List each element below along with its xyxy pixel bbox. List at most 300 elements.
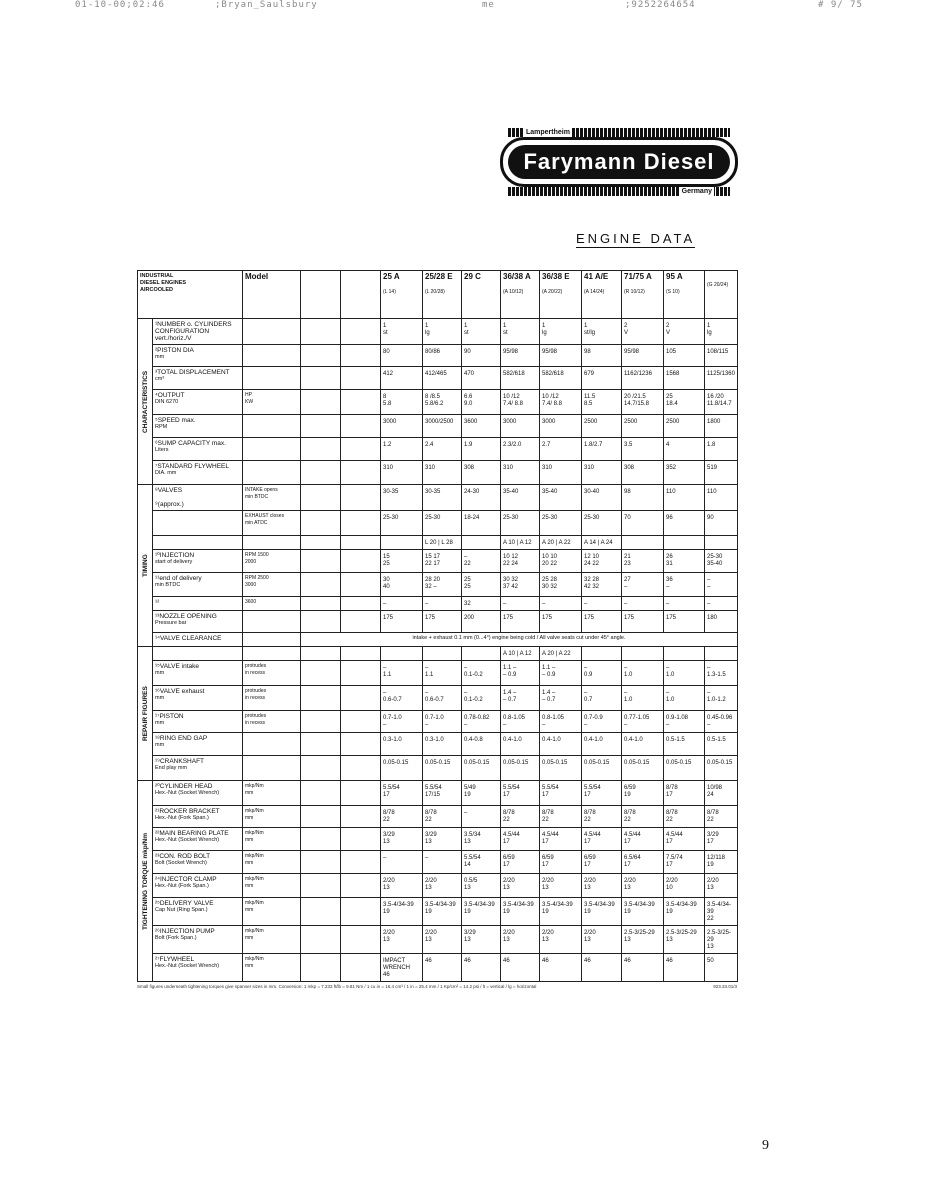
value-cell: 2/20 10	[664, 874, 705, 898]
blank-cell	[301, 550, 341, 573]
value-cell: 4.5/44 17	[501, 828, 540, 851]
model-subtype: (A 14/24)	[584, 289, 605, 295]
value-cell: 2.4	[423, 438, 462, 461]
value-cell: 35-40	[540, 485, 582, 511]
value-cell: 6.5/64 17	[622, 851, 664, 874]
table-row	[138, 633, 738, 647]
document-code: 923.33.01/3	[713, 984, 737, 989]
row-label	[153, 954, 243, 982]
value-cell: 6.6 9.0	[462, 390, 501, 415]
blank-cell	[301, 345, 341, 367]
value-cell: 10 10 20 22	[540, 550, 582, 573]
value-cell: 2/20 13	[501, 926, 540, 954]
value-cell: 0.7-1.0 –	[381, 711, 423, 733]
value-cell: 0.05-0.15	[462, 756, 501, 781]
value-cell: 10 12 22 24	[501, 550, 540, 573]
row-label-text: ⁴OUTPUT	[155, 392, 185, 399]
model-subtype: (L 14)	[383, 289, 396, 295]
value-cell: 8/78 22	[582, 806, 622, 828]
value-cell: 0.5/5 13	[462, 874, 501, 898]
row-label-text: ²⁴INJECTOR CLAMP	[155, 876, 217, 883]
value-cell: 3.5-4/34-39 19	[622, 898, 664, 926]
row-label	[153, 733, 243, 756]
row-label-text: ¹⁴VALVE CLEARANCE	[155, 635, 222, 642]
row-label-text: ²PISTON DIA	[155, 347, 194, 354]
value-cell: 6/59 19	[622, 781, 664, 806]
table-row	[138, 319, 738, 345]
fax-phone: ;9252264654	[625, 0, 696, 10]
value-cell: 3/29 13	[381, 828, 423, 851]
table-row	[138, 647, 738, 661]
value-cell: 0.4-1.0	[622, 733, 664, 756]
value-cell: 582/618	[501, 367, 540, 390]
blank-cell	[301, 611, 341, 633]
row-label	[153, 874, 243, 898]
value-cell: 679	[582, 367, 622, 390]
table-row	[138, 781, 738, 806]
blank-cell	[301, 319, 341, 345]
blank-cell	[341, 711, 381, 733]
blank-cell	[301, 438, 341, 461]
row-label	[153, 597, 243, 611]
table-row	[138, 756, 738, 781]
row-label-text: ¹⁸RING END GAP	[155, 735, 208, 742]
value-cell: 3.5	[622, 438, 664, 461]
blank-cell	[341, 550, 381, 573]
row-unit: 3600	[243, 597, 301, 611]
value-cell: 46	[622, 954, 664, 982]
table-row	[138, 390, 738, 415]
table-row	[138, 597, 738, 611]
value-cell: 3/29 13	[423, 828, 462, 851]
row-label	[153, 647, 243, 661]
blank-cell	[301, 733, 341, 756]
value-cell: 0.8-1.05 –	[501, 711, 540, 733]
value-cell: 8/78 22	[705, 806, 738, 828]
row-label-unit: End play mm	[155, 765, 188, 771]
model-name: 41 A/E	[584, 272, 609, 281]
value-cell: 2/20 13	[582, 874, 622, 898]
value-cell: 7.5/74 17	[664, 851, 705, 874]
row-unit	[243, 345, 301, 367]
row-label-unit: Hex.-Nut (Socket Wrench)	[155, 790, 220, 796]
value-cell: 1162/1236	[622, 367, 664, 390]
value-cell: 46	[423, 954, 462, 982]
row-label-text: ³TOTAL DISPLACEMENT	[155, 369, 230, 376]
value-cell: 30 40	[381, 573, 423, 597]
value-cell: 46	[540, 954, 582, 982]
value-cell: 50	[705, 954, 738, 982]
value-cell: 95/98	[540, 345, 582, 367]
table-row	[138, 851, 738, 874]
value-cell: 0.05-0.15	[582, 756, 622, 781]
value-cell: 3/29 13	[462, 926, 501, 954]
value-cell: 25-30	[501, 511, 540, 536]
value-cell: –	[423, 597, 462, 611]
value-cell: 470	[462, 367, 501, 390]
value-cell: 30 32 37 42	[501, 573, 540, 597]
row-label-text: ²⁶INJECTION PUMP	[155, 928, 215, 935]
row-label	[153, 438, 243, 461]
model-name: 95 A	[666, 272, 683, 281]
model-name: 36/38 A	[503, 272, 531, 281]
row-label-unit: Hex.-Nut (Fork Span.)	[155, 815, 209, 821]
blank-cell	[341, 573, 381, 597]
row-label-text: ⁷STANDARD FLYWHEEL	[155, 463, 229, 470]
value-cell: A 20 | A 22	[540, 536, 582, 550]
row-unit: mkp/Nm mm	[243, 954, 301, 982]
table-row	[138, 898, 738, 926]
row-label	[153, 415, 243, 438]
value-cell: 1.1 – – 0.9	[540, 661, 582, 686]
row-label-unit: Hex.-Nut (Socket Wrench)	[155, 837, 220, 843]
model-header	[622, 271, 664, 319]
model-label: Model	[243, 271, 301, 319]
blank-cell	[301, 461, 341, 485]
blank-cell	[341, 611, 381, 633]
value-cell: 96	[664, 511, 705, 536]
value-cell: 108/115	[705, 345, 738, 367]
value-cell: 2 V	[664, 319, 705, 345]
value-cell: 0.05-0.15	[540, 756, 582, 781]
model-header	[423, 271, 462, 319]
row-unit: RPM 1500 2000	[243, 550, 301, 573]
engine-data-sheet	[137, 270, 737, 990]
value-cell: 4	[664, 438, 705, 461]
blank-cell	[341, 733, 381, 756]
table-row	[138, 954, 738, 982]
row-label-text: ¹²	[155, 599, 160, 606]
value-cell: 1.1 – – 0.9	[501, 661, 540, 686]
value-cell: 3.5-4/34-39 19	[664, 898, 705, 926]
model-header	[705, 271, 738, 319]
row-label-text: ¹⁵VALVE intake	[155, 663, 200, 670]
value-cell: 175	[381, 611, 423, 633]
value-cell: 200	[462, 611, 501, 633]
value-cell: 98	[582, 345, 622, 367]
value-cell: – 0.1-0.2	[462, 661, 501, 686]
row-label-unit: RPM	[155, 424, 168, 430]
header-label	[138, 271, 243, 319]
value-cell: 25 18.4	[664, 390, 705, 415]
row-label-unit: Liters	[155, 447, 169, 453]
header-row	[138, 271, 738, 319]
value-cell: 2.7	[540, 438, 582, 461]
blank-cell	[341, 390, 381, 415]
value-cell: –	[582, 597, 622, 611]
row-label	[153, 686, 243, 711]
value-cell: – 0.6-0.7	[423, 686, 462, 711]
value-cell: 26 31	[664, 550, 705, 573]
value-cell: 3.5-4/34-39 22	[705, 898, 738, 926]
row-label	[153, 926, 243, 954]
section-label: TIGHTENING TORQUE mkp/Nm	[138, 781, 153, 982]
value-cell: 2/20 13	[381, 926, 423, 954]
model-subtype: (S 10)	[666, 289, 680, 295]
footnote-text: Small figures underneath tightening torques give spanner sizes in mm. Conversion: 1 mkp = 7.233 ft/lb = 9.81 Nm / 1 cu in = 16.4 cm³ / 1 in = 25.4 mm / 1 Kp/cm² = 14.2 psi / lt = vertical / lg = horizontal	[137, 984, 537, 989]
value-cell: – 22	[462, 550, 501, 573]
value-cell: 2500	[622, 415, 664, 438]
value-cell: 8/78 22	[423, 806, 462, 828]
value-cell	[622, 647, 664, 661]
value-cell: 8/78 22	[501, 806, 540, 828]
blank-cell	[341, 485, 381, 511]
blank-cell	[301, 597, 341, 611]
value-cell: 90	[462, 345, 501, 367]
blank-cell	[341, 345, 381, 367]
blank-cell	[341, 438, 381, 461]
row-unit	[243, 319, 301, 345]
row-unit	[243, 647, 301, 661]
fax-header	[0, 0, 931, 12]
value-cell: 2 V	[622, 319, 664, 345]
blank-cell	[341, 806, 381, 828]
row-label	[153, 511, 243, 536]
value-cell: 98	[622, 485, 664, 511]
row-label-text: ²⁵DELIVERY VALVE	[155, 900, 214, 907]
value-cell: 3.5/34 13	[462, 828, 501, 851]
value-cell: 8 /8.5 5.8/6.2	[423, 390, 462, 415]
value-cell: 3.5-4/34-39 19	[582, 898, 622, 926]
value-cell: 1.4 – – 0.7	[501, 686, 540, 711]
row-unit: mkp/Nm mm	[243, 781, 301, 806]
model-header	[381, 271, 423, 319]
value-cell: 0.3-1.0	[423, 733, 462, 756]
row-label-unit: start of delivery	[155, 559, 193, 565]
blank-cell	[341, 367, 381, 390]
row-label	[153, 319, 243, 345]
section-label: TIMING	[138, 485, 153, 647]
value-cell: 2.5-3/25-29 13	[705, 926, 738, 954]
value-cell: 0.4-1.0	[582, 733, 622, 756]
value-cell: 3.5-4/34-39 19	[462, 898, 501, 926]
row-label	[153, 898, 243, 926]
model-name: 25/28 E	[425, 272, 453, 281]
value-cell: 2/20 13	[540, 926, 582, 954]
row-unit	[243, 611, 301, 633]
value-cell: –	[705, 597, 738, 611]
value-cell	[462, 647, 501, 661]
value-cell: – 0.9	[582, 661, 622, 686]
value-cell: 3.5-4/34-39 19	[540, 898, 582, 926]
row-label	[153, 461, 243, 485]
table-row	[138, 661, 738, 686]
value-cell: 180	[705, 611, 738, 633]
value-cell: – 0.1-0.2	[462, 686, 501, 711]
value-cell: 6/59 17	[501, 851, 540, 874]
value-cell: 1 st	[462, 319, 501, 345]
value-cell	[705, 647, 738, 661]
value-cell: 5.5/54 17	[540, 781, 582, 806]
value-cell: 110	[664, 485, 705, 511]
row-unit: mkp/Nm mm	[243, 851, 301, 874]
value-cell: 80	[381, 345, 423, 367]
value-cell: A 20 | A 22	[540, 647, 582, 661]
row-label-unit: Pressure bar	[155, 620, 187, 626]
table-row	[138, 711, 738, 733]
logo-bottom-text: Germany	[681, 188, 712, 195]
page-number: 9	[762, 1138, 769, 1153]
value-cell	[381, 536, 423, 550]
row-label-text: ²³CON. ROD BOLT	[155, 853, 211, 860]
value-cell: – 1.0	[622, 686, 664, 711]
value-cell: – –	[705, 573, 738, 597]
value-cell: 95/98	[622, 345, 664, 367]
blank-cell	[341, 271, 381, 319]
value-cell: 25 25	[462, 573, 501, 597]
value-cell: 46	[582, 954, 622, 982]
value-cell: 5.5/54 14	[462, 851, 501, 874]
value-cell: 3000	[501, 415, 540, 438]
row-label	[153, 573, 243, 597]
fax-sender: ;Bryan_Saulsbury	[215, 0, 318, 10]
blank-cell	[301, 415, 341, 438]
value-cell: 0.4-1.0	[540, 733, 582, 756]
value-cell: L 20 | L 28	[423, 536, 462, 550]
table-row	[138, 573, 738, 597]
row-label-unit: Bolt (Socket Wrench)	[155, 860, 207, 866]
blank-cell	[301, 271, 341, 319]
value-cell: 32	[462, 597, 501, 611]
row-label-unit: cm³	[155, 376, 165, 382]
row-unit: INTAKE opens min BTDC	[243, 485, 301, 511]
value-cell: 2/20 13	[582, 926, 622, 954]
value-cell: 1 st	[501, 319, 540, 345]
blank-cell	[341, 415, 381, 438]
value-cell: –	[664, 597, 705, 611]
table-row	[138, 828, 738, 851]
model-name: 71/75 A	[624, 272, 652, 281]
table-row	[138, 485, 738, 511]
engine-data-table	[137, 270, 738, 982]
value-cell: 46	[501, 954, 540, 982]
value-cell: 2/20 13	[540, 874, 582, 898]
value-cell	[622, 536, 664, 550]
row-label-text: ¹⁰INJECTION	[155, 552, 195, 559]
value-cell: 412/465	[423, 367, 462, 390]
value-cell: 1 lg	[540, 319, 582, 345]
blank-cell	[341, 647, 381, 661]
value-cell: 15 25	[381, 550, 423, 573]
model-subtype: (L 20/28)	[425, 289, 445, 295]
value-cell: 175	[582, 611, 622, 633]
value-cell: 1 lg	[705, 319, 738, 345]
blank-cell	[301, 686, 341, 711]
value-cell: 1.9	[462, 438, 501, 461]
value-cell	[582, 647, 622, 661]
value-cell: 2/20 13	[622, 874, 664, 898]
value-cell: 352	[664, 461, 705, 485]
blank-cell	[341, 828, 381, 851]
row-label-unit: Bolt (Fork Span.)	[155, 935, 197, 941]
value-cell: 10 /12 7.4/ 8.8	[501, 390, 540, 415]
blank-cell	[301, 711, 341, 733]
blank-cell	[301, 954, 341, 982]
value-cell: 1.2	[381, 438, 423, 461]
value-cell: 12 10 24 22	[582, 550, 622, 573]
value-cell: 27 –	[622, 573, 664, 597]
value-cell: 35-40	[501, 485, 540, 511]
value-cell: 2/20 13	[381, 874, 423, 898]
logo-top-text: Lampertheim	[526, 129, 570, 136]
blank-cell	[301, 898, 341, 926]
blank-cell	[301, 536, 341, 550]
value-cell: 10 /12 7.4/ 8.8	[540, 390, 582, 415]
row-label	[153, 345, 243, 367]
value-cell: 0.8-1.05 –	[540, 711, 582, 733]
row-label-text: ⁸VALVES ⁹(approx.)	[155, 487, 184, 508]
model-subtype: (A 20/22)	[542, 289, 563, 295]
row-unit	[243, 367, 301, 390]
row-label-unit: Hex.-Nut (Fork Span.)	[155, 883, 209, 889]
value-cell: 3000	[381, 415, 423, 438]
value-cell: 90	[705, 511, 738, 536]
row-label-text: ¹⁹CRANKSHAFT	[155, 758, 205, 765]
blank-cell	[341, 686, 381, 711]
value-cell: 0.05-0.15	[622, 756, 664, 781]
row-unit: protrudes in recess	[243, 661, 301, 686]
row-label-text: ²¹ROCKER BRACKET	[155, 808, 220, 815]
value-cell: 3600	[462, 415, 501, 438]
value-cell: –	[622, 597, 664, 611]
row-label-text: ¹¹end of delivery	[155, 575, 202, 582]
row-label-unit: mm	[155, 670, 165, 676]
blank-cell	[341, 756, 381, 781]
value-cell: 0.05-0.15	[381, 756, 423, 781]
model-header	[501, 271, 540, 319]
value-cell: 36 –	[664, 573, 705, 597]
blank-cell	[301, 926, 341, 954]
value-cell: –	[423, 851, 462, 874]
value-cell: 3.5-4/34-39 19	[423, 898, 462, 926]
value-cell: – 0.7	[582, 686, 622, 711]
value-cell: 2.5-3/25-29 13	[622, 926, 664, 954]
value-cell: 1568	[664, 367, 705, 390]
value-cell: 2/20 13	[423, 874, 462, 898]
value-cell: 3.5-4/34-39 19	[501, 898, 540, 926]
row-unit: mkp/Nm mm	[243, 874, 301, 898]
value-cell: 3000/2500	[423, 415, 462, 438]
row-unit	[243, 756, 301, 781]
row-label	[153, 536, 243, 550]
table-row	[138, 611, 738, 633]
value-cell	[664, 536, 705, 550]
value-cell: 310	[381, 461, 423, 485]
value-cell: 0.05-0.15	[423, 756, 462, 781]
table-row	[138, 415, 738, 438]
value-cell: 8/78 22	[381, 806, 423, 828]
model-name: 36/38 E	[542, 272, 570, 281]
row-unit	[243, 438, 301, 461]
value-cell: 1.4 – – 0.7	[540, 686, 582, 711]
value-cell: 70	[622, 511, 664, 536]
table-row	[138, 367, 738, 390]
value-cell: 8/78 17	[664, 781, 705, 806]
row-label-text: ⁶SUMP CAPACITY max.	[155, 440, 226, 447]
value-cell: – 1.0	[622, 661, 664, 686]
blank-cell	[341, 926, 381, 954]
value-cell: 1125/1360	[705, 367, 738, 390]
value-cell: 25-30	[582, 511, 622, 536]
value-cell: 175	[423, 611, 462, 633]
row-label	[153, 390, 243, 415]
blank-cell	[301, 756, 341, 781]
blank-cell	[301, 828, 341, 851]
row-label	[153, 828, 243, 851]
row-unit: mkp/Nm mm	[243, 806, 301, 828]
blank-cell	[341, 536, 381, 550]
value-cell: –	[540, 597, 582, 611]
